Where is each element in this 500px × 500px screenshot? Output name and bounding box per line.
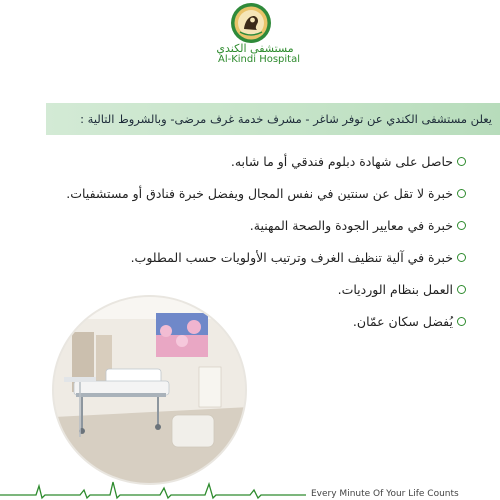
requirement-text: حاصل على شهادة دبلوم فندقي أو ما شابه. [230, 154, 453, 170]
announcement-text: يعلن مستشفى الكندي عن توفر شاغر - مشرف خدمة غرف مرضى- وبالشروط التالية : [80, 112, 492, 126]
list-item [26, 182, 466, 206]
list-item [26, 278, 466, 302]
circle-bullet-icon [457, 157, 466, 166]
circle-bullet-icon [457, 253, 466, 262]
hospital-room-illustration [54, 297, 247, 485]
hospital-crest-icon [230, 2, 272, 44]
logo-name-english: Al-Kindi Hospital [217, 54, 300, 65]
hospital-room-photo [52, 295, 247, 485]
footer-slogan: Every Minute Of Your Life Counts [311, 489, 459, 499]
announcement-banner [46, 103, 500, 135]
circle-bullet-icon [457, 221, 466, 230]
circle-bullet-icon [457, 285, 466, 294]
requirement-text: خبرة لا تقل عن سنتين في نفس المجال ويفضل خبرة فنادق أو مستشفيات. [66, 186, 453, 202]
list-item [26, 150, 466, 174]
requirement-text: يُفضل سكان عمّان. [352, 314, 453, 330]
requirement-text: العمل بنظام الورديات. [337, 282, 453, 298]
list-item [26, 246, 466, 270]
circle-bullet-icon [457, 317, 466, 326]
requirement-text: خبرة في معايير الجودة والصحة المهنية. [249, 218, 453, 234]
circle-bullet-icon [457, 189, 466, 198]
logo-name-arabic: مستشفى الكندي [216, 42, 294, 55]
list-item [26, 214, 466, 238]
requirement-text: خبرة في آلية تنظيف الغرف وترتيب الأولويات حسب المطلوب. [130, 250, 453, 266]
